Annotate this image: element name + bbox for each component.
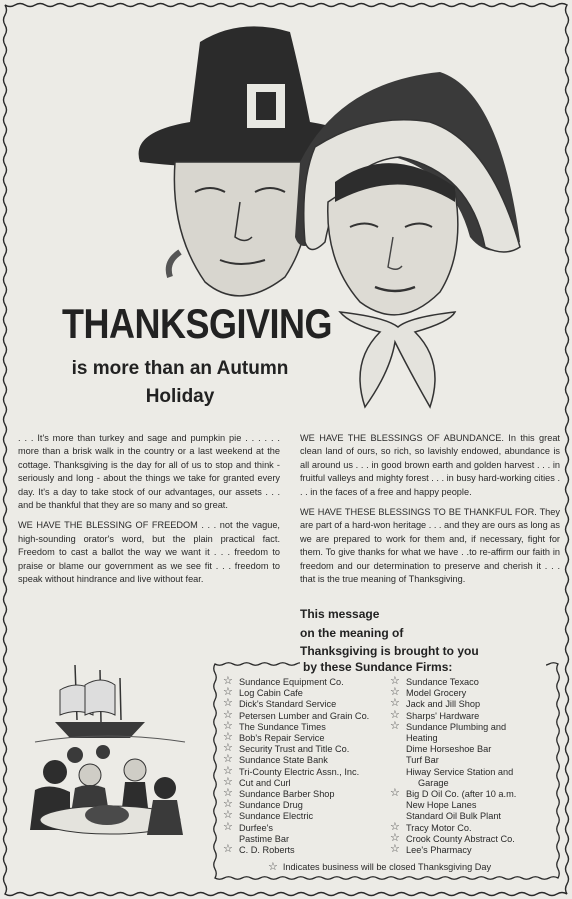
firm-name: Model Grocery [406, 688, 467, 699]
firm-list-item [390, 767, 555, 778]
firm-list-item [223, 775, 393, 789]
firm-list-item [223, 755, 393, 766]
star-icon: ☆ [223, 820, 233, 833]
firm-list-item [390, 820, 555, 834]
firm-name: Log Cabin Cafe [239, 688, 303, 699]
firm-list-item [390, 688, 555, 699]
firm-name: Standard Oil Bulk Plant [406, 811, 501, 822]
message-line: Thanksgiving is brought to you [300, 644, 479, 658]
firm-list-item [223, 733, 393, 744]
firm-list-item [223, 764, 393, 778]
firm-list-item [223, 688, 393, 699]
firm-name: Turf Bar [406, 755, 439, 766]
star-icon: ☆ [223, 675, 233, 687]
firm-list-item [223, 789, 393, 800]
firm-list-item [390, 719, 555, 733]
star-icon: ☆ [223, 719, 233, 732]
star-icon: ☆ [223, 798, 233, 811]
sponsor-message [300, 605, 560, 661]
firm-name: Sundance Texaco [406, 677, 479, 687]
firm-list-item [390, 811, 555, 822]
firm-list-item [223, 800, 393, 811]
pilgrim-dinner-scene-illustration [15, 660, 195, 845]
firm-name: Sundance Plumbing and [406, 721, 507, 732]
firm-list-item [390, 778, 555, 789]
star-icon: ☆ [390, 708, 400, 721]
firm-list-left [223, 677, 393, 856]
star-icon: ☆ [223, 843, 233, 856]
firm-list-item [390, 699, 555, 710]
message-line: by these Sundance Firms: [303, 660, 453, 674]
legend-text: Indicates business will be closed Thanksgiving Day [282, 862, 492, 872]
firm-list-item [390, 845, 555, 856]
firm-name: Heating [406, 733, 438, 744]
firm-list-item [223, 708, 393, 722]
firm-name: Bob's Repair Service [239, 733, 325, 744]
star-icon: ☆ [223, 708, 233, 721]
star-icon: ☆ [223, 742, 233, 755]
firm-list-item [390, 708, 555, 722]
star-icon: ☆ [390, 820, 400, 833]
body-column-right [300, 432, 560, 593]
star-icon: ☆ [223, 753, 233, 766]
firm-list-right [390, 677, 555, 856]
star-icon: ☆ [390, 719, 400, 732]
firm-list-item [223, 845, 393, 856]
star-icon: ☆ [390, 787, 400, 800]
star-icon: ☆ [390, 843, 400, 856]
firm-name: Sharps' Hardware [406, 710, 480, 721]
subhead-line-1: is more than an Autumn [71, 358, 289, 379]
firm-list-item [223, 811, 393, 822]
firm-name: The Sundance Times [239, 721, 326, 732]
body-paragraph: WE HAVE THE BLESSINGS OF ABUNDANCE. In this great clean land of ours, so rich, so lavishly endowed, abundance is all around us . . . in good brown earth and golden harvest . . . in fruitful valleys and mighty forest . . . in busy hard-working cities . . . in the faces of a free and happy people. [300, 433, 560, 497]
firm-name: Lee's Pharmacy [406, 845, 472, 856]
firm-name: Big D Oil Co. (after 10 a.m. [406, 789, 517, 800]
firm-name: Pastime Bar [239, 833, 290, 844]
star-icon: ☆ [223, 775, 233, 788]
firm-list-item [223, 744, 393, 755]
star-icon: ☆ [390, 697, 400, 710]
firm-list-item [390, 789, 555, 800]
firm-name: Cut and Curl [239, 777, 291, 788]
message-last-line [300, 658, 546, 677]
firm-name: Sundance Barber Shop [239, 789, 335, 800]
subhead-line-2: Holiday [145, 386, 215, 407]
firm-name: Hiway Service Station and [406, 766, 514, 777]
firm-name: Garage [418, 777, 449, 788]
firm-name: Sundance State Bank [239, 755, 328, 766]
firm-name: Durfee's [239, 822, 273, 833]
message-line: on the meaning of [300, 625, 404, 640]
star-icon: ☆ [390, 686, 400, 699]
star-icon: ☆ [223, 731, 233, 744]
body-paragraph: . . . It's more than turkey and sage and pumpkin pie . . . . . . more than a brisk walk in the country or a last weekend at the cottage. Thanksgiving is the day for all of us to stop and think - seriously and long - about the things we take for granted every day. It's a day to take stock of our advantages, our assets . . . and be thankful that they are so many and so great. [18, 433, 280, 511]
firm-list-item [223, 820, 393, 834]
firm-list-item [390, 677, 555, 688]
firm-name: New Hope Lanes [406, 800, 477, 811]
headline-thanksgiving: THANKSGIVING [62, 300, 333, 348]
firm-name: C. D. Roberts [239, 845, 295, 856]
firm-name: Sundance Equipment Co. [239, 677, 344, 687]
firm-list-item [390, 831, 555, 845]
message-line: This message [300, 607, 380, 621]
firm-name: Petersen Lumber and Grain Co. [239, 710, 370, 721]
firm-list-item [223, 677, 393, 688]
firm-list-item [390, 800, 555, 811]
body-paragraph: WE HAVE THESE BLESSINGS TO BE THANKFUL FOR. They are part of a hard-won heritage . . . and they are ours as long as we are prepared to work for them and, if necessary, fight for them. To give thanks for what we have . .to re-affirm our faith in freedom and our determination to preserve and cherish it . . . that is the true meaning of Thanksgiving. [300, 507, 560, 585]
star-icon: ☆ [390, 831, 400, 844]
firm-list-item [223, 834, 393, 845]
firm-name: Tri-County Electric Assn., Inc. [239, 766, 360, 777]
star-icon: ☆ [390, 675, 400, 687]
star-icon: ☆ [223, 697, 233, 710]
star-icon: ☆ [268, 861, 278, 873]
firm-name: Sundance Electric [239, 811, 314, 822]
firm-list-item [390, 744, 555, 755]
firm-name: Dick's Standard Service [239, 699, 337, 710]
firm-name: Tracy Motor Co. [406, 822, 472, 833]
star-icon: ☆ [223, 787, 233, 800]
body-column-left [18, 432, 280, 593]
firm-name: Crook County Abstract Co. [406, 833, 515, 844]
firm-name: Sundance Drug [239, 800, 303, 811]
sponsor-firms-box [213, 660, 560, 882]
firm-list-item [223, 699, 393, 710]
star-icon: ☆ [223, 686, 233, 699]
subhead [60, 355, 300, 411]
firm-name: Jack and Jill Shop [406, 699, 481, 710]
firm-list-item [390, 755, 555, 766]
star-icon: ☆ [223, 809, 233, 822]
firm-list-item [223, 719, 393, 733]
body-paragraph: WE HAVE THE BLESSING OF FREEDOM . . . not the vague, high-sounding orator's word, but the plain practical fact. Freedom to cast a ballot the way we want it . . . freedom to praise or blame our government as we see fit . . . freedom to speak without hindrance and live without fear. [18, 520, 280, 585]
firm-name: Security Trust and Title Co. [239, 744, 350, 755]
firm-name: Dime Horseshoe Bar [406, 744, 492, 755]
firm-list-item [390, 733, 555, 744]
star-icon: ☆ [223, 764, 233, 777]
closed-legend [268, 860, 491, 873]
